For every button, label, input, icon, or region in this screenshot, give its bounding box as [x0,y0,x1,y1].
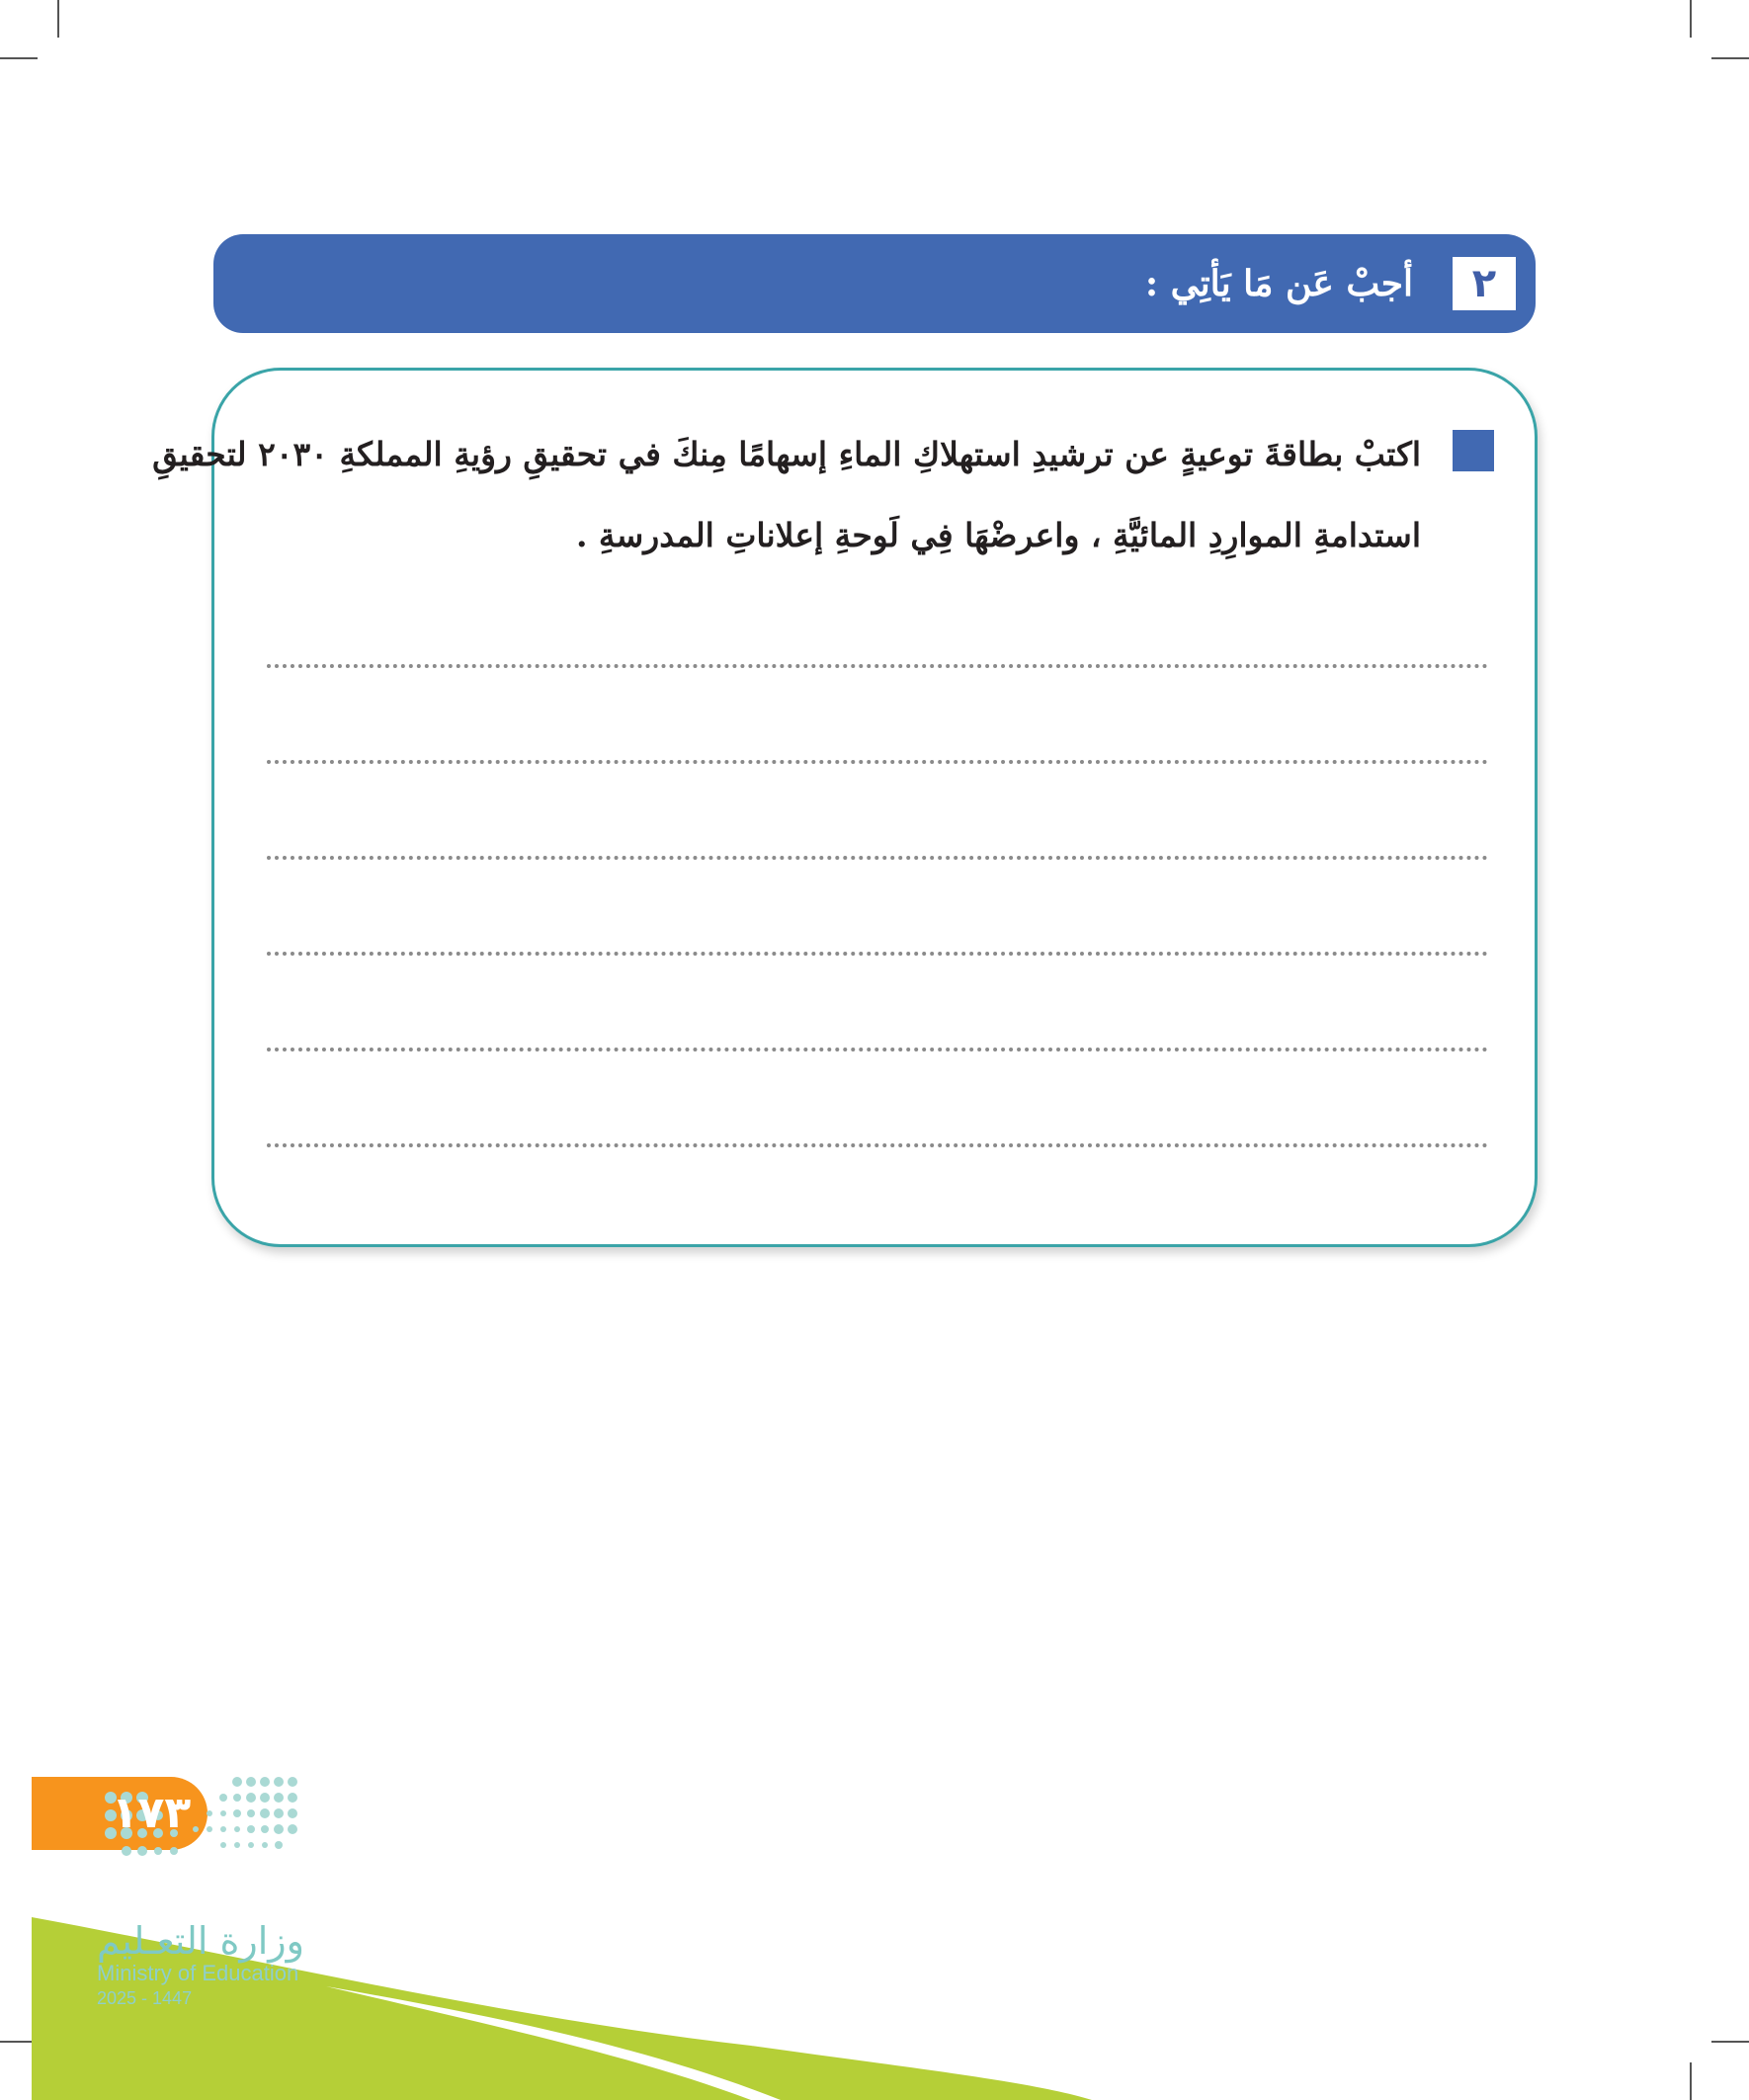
green-swoosh-decoration [0,1878,1749,2100]
exercise-title: أجبْ عَن مَا يَأتِي : [1144,263,1413,304]
ministry-name-arabic: وزارة التعـليم [97,1919,305,1963]
exercise-header [213,234,1536,333]
page-number: ١٧٣ [111,1788,192,1838]
answer-line[interactable] [267,1048,1488,1051]
answer-line[interactable] [267,1143,1488,1147]
answer-box [211,368,1538,1247]
answer-line[interactable] [267,952,1488,956]
exercise-number-badge: ٢ [1453,257,1516,310]
crop-mark [57,0,59,38]
question-text-line-1: اكتبْ بطاقةَ توعيةٍ عن ترشيدِ استهلاكِ الماءِ إسهامًا مِنكَ في تحقيقِ رؤيةِ المملكةِ ٢٠٣٠ لتحقيقِ [152,435,1421,473]
crop-mark [0,57,38,59]
crop-mark [1690,0,1692,38]
ministry-name-english: Ministry of Education [97,1961,299,1985]
square-bullet-icon [1453,430,1494,471]
ministry-year: 2025 - 1447 [97,1988,193,2008]
answer-line[interactable] [267,664,1488,668]
question-text-line-2: استدامةِ الموارِدِ المائيَّةِ ، واعرضْهَا فِي لَوحةِ إعلاناتِ المدرسةِ . [575,516,1421,554]
answer-line[interactable] [267,856,1488,860]
answer-line[interactable] [267,760,1488,764]
crop-mark [1711,57,1749,59]
